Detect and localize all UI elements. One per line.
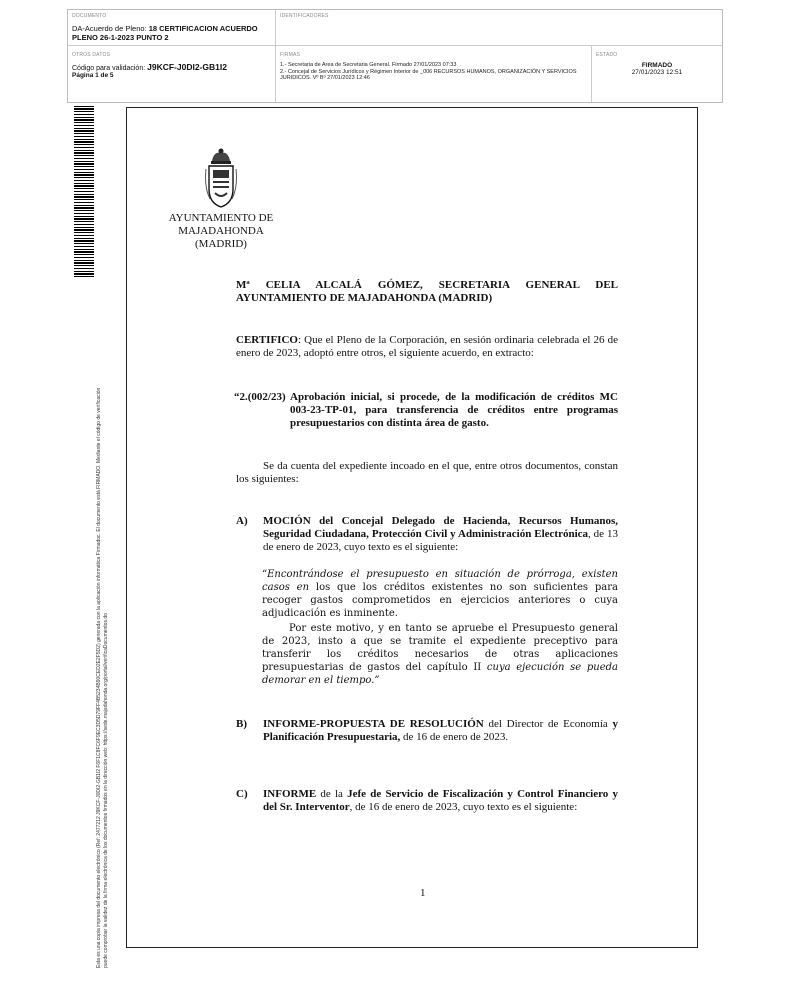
codigo-prefix: Código para validación: bbox=[72, 65, 148, 72]
codigo-value: J9KCF-J0DI2-GB1I2 bbox=[147, 62, 227, 72]
certifico-text: : Que el Pleno de la Corporación, en sesión ordinaria celebrada el 26 de enero de 2023, adoptó entre otros, el siguiente acuerdo, en extracto: bbox=[236, 334, 618, 359]
ayuntamiento-line-2: MAJADAHONDA bbox=[178, 225, 264, 237]
item-a-text bbox=[263, 515, 618, 554]
item-c-text bbox=[263, 788, 618, 814]
otros-datos-cell bbox=[68, 46, 276, 102]
estado-cell bbox=[592, 46, 722, 102]
item-a-letter: A) bbox=[236, 515, 248, 527]
item-a-quote bbox=[262, 568, 618, 620]
identificadores-cell bbox=[276, 10, 722, 46]
estado-label: ESTADO bbox=[596, 52, 618, 58]
punto-title: Aprobación inicial, si procede, de la modificación de créditos MC 003-23-TP-01, para transferencia de créditos entre programas presupuestarios con distinta área de gasto. bbox=[290, 391, 618, 429]
firmas-cell bbox=[276, 46, 592, 102]
item-c-bold: INFORME bbox=[263, 788, 317, 800]
document-header bbox=[67, 9, 723, 103]
item-c-letter: C) bbox=[236, 788, 248, 800]
validation-code bbox=[72, 62, 271, 72]
certifico-label: CERTIFICO bbox=[236, 334, 298, 346]
item-b-mid: del Director de Economía bbox=[483, 718, 613, 730]
item-c-mid: de la bbox=[316, 788, 348, 800]
documento-value bbox=[72, 24, 271, 42]
otros-datos-label: OTROS DATOS bbox=[72, 52, 111, 58]
item-a-bold: MOCIÓN del Concejal Delegado de Hacienda, Recursos Humanos, Seguridad Ciudadana, Protección Civil y Administración Electrónica bbox=[263, 515, 618, 540]
item-a-quote-p2-text: Por este motivo, y en tanto se apruebe el Presupuesto general de 2023, insto a que se tramite el expediente preceptivo para transferir los créditos necesarios de otras aplicaciones presupuestarias de gastos del capítulo II bbox=[262, 623, 618, 673]
secretaria-heading: Mª CELIA ALCALÁ GÓMEZ, SECRETARIA GENERAL DEL AYUNTAMIENTO DE MAJADAHONDA (MADRID) bbox=[236, 279, 618, 304]
ayuntamiento-line-1: AYUNTAMIENTO DE bbox=[168, 212, 274, 224]
identificadores-label: IDENTIFICADORES bbox=[280, 13, 329, 19]
side-text-line-2: puede comprobar la validez de la firma electrónica de los documentos firmados en la dirección web: https://sede.majadahonda.org/portal/verificaDocumentos.do bbox=[102, 613, 109, 968]
item-b-text bbox=[263, 718, 618, 744]
item-b-bold: INFORME-PROPUESTA DE RESOLUCIÓN bbox=[263, 718, 484, 730]
item-a-rest: , de 13 de enero de 2023, cuyo texto es el siguiente: bbox=[263, 528, 618, 553]
documento-name: 18 CERTIFICACION ACUERDO PLENO 26-1-2023 PUNTO 2 bbox=[72, 24, 258, 42]
estado-value bbox=[596, 62, 718, 76]
documento-prefix: DA-Acuerdo de Pleno: bbox=[72, 24, 149, 33]
item-c-rest: , de 16 de enero de 2023, cuyo texto es el siguiente: bbox=[349, 801, 578, 813]
firmas-label: FIRMAS bbox=[280, 52, 301, 58]
punto-number: “2.(002/23) bbox=[234, 391, 286, 403]
documento-label: DOCUMENTO bbox=[72, 13, 107, 19]
page-count: Página 1 de 5 bbox=[72, 72, 114, 79]
page-number: 1 bbox=[420, 887, 426, 899]
documento-cell bbox=[68, 10, 276, 46]
firma-2: 2.- Concejal de Servicios Jurídicos y Régimen Interior de _006 RECURSOS HUMANOS, ORGANIZACIÓN Y SERVICIOS JURIDICOS. Vº Bº 27/01/2023 12:46 bbox=[280, 68, 577, 81]
verification-side-text bbox=[96, 278, 109, 968]
ayuntamiento-heading bbox=[156, 212, 286, 251]
item-b-rest: de 16 de enero de 2023. bbox=[400, 731, 509, 743]
item-b-bold2: y Planificación Presupuestaria, bbox=[263, 718, 618, 743]
side-text-line-1: Esta es una copia impresa del documento electrónico (Ref: 2477212 J9KCF-J0DI2-GB1I2 F6F1C8FC6F9EC3D5D79FF4B5234B90CED2E2F5D2) generada con la aplicación informática Firmadoc. El documento está FIRMADO. Mediante el código de verificación bbox=[96, 387, 102, 968]
coat-of-arms-icon bbox=[204, 147, 238, 209]
item-a-quote-p2 bbox=[262, 622, 618, 687]
se-da-cuenta-paragraph: Se da cuenta del expediente incoado en el que, entre otros documentos, constan los siguientes: bbox=[236, 460, 618, 485]
item-a-quote-italic: “Encontrándose el presupuesto en situación de prórroga, existen casos en bbox=[262, 569, 618, 593]
ayuntamiento-line-3: (MADRID) bbox=[195, 238, 247, 250]
certifico-paragraph bbox=[236, 334, 618, 360]
firma-1: 1.- Secretaria de Area de Secretaria General. Firmado 27/01/2023 07:33 bbox=[280, 62, 457, 68]
barcode bbox=[74, 106, 94, 278]
item-c-bold2: Jefe de Servicio de Fiscalización y Control Financiero y del Sr. Interventor bbox=[263, 788, 618, 813]
item-a-quote-rest: los que los créditos existentes no son suficientes para recoger gastos comprometidos en ejercicios anteriores o cuya adjudicación es inminente. bbox=[262, 582, 618, 619]
estado-fecha: 27/01/2023 12:51 bbox=[631, 69, 683, 76]
item-b-letter: B) bbox=[236, 718, 247, 730]
estado-status: FIRMADO bbox=[641, 62, 673, 69]
item-a-quote-p2-italic: cuya ejecución se pueda demorar en el tiempo.” bbox=[262, 662, 618, 686]
